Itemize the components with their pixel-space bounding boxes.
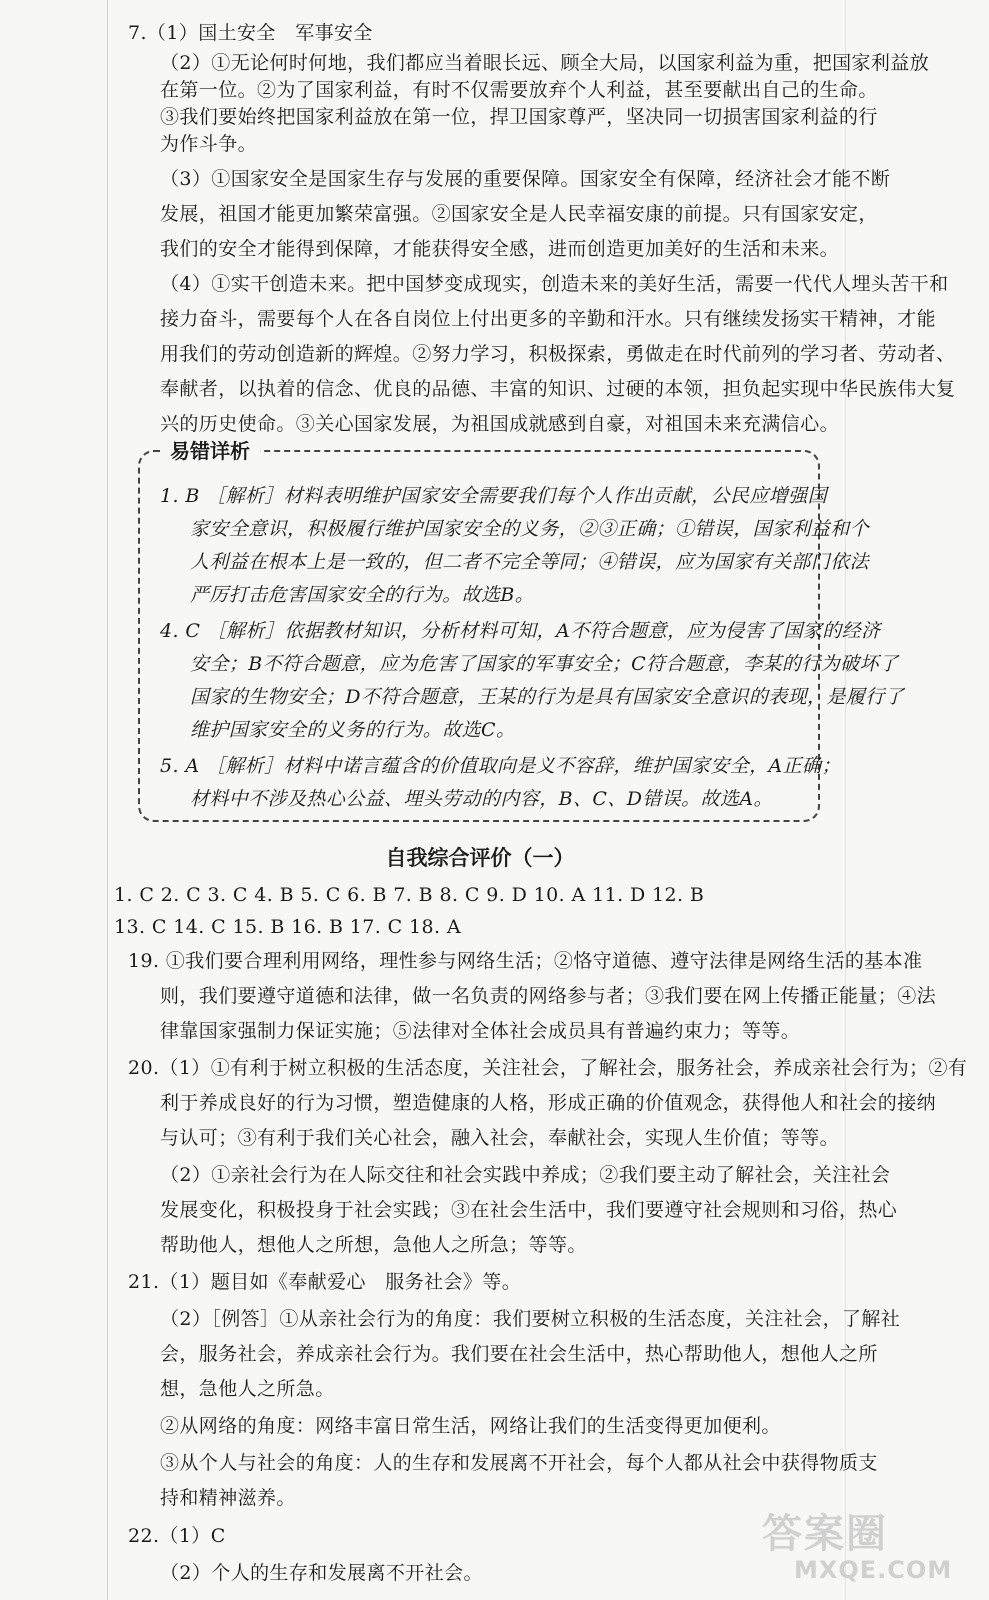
- q7-line-4: ③我们要始终把国家利益放在第一位，捍卫国家尊严，坚决同一切损害国家利益的行: [160, 106, 878, 128]
- q21-line-6: ③从个人与社会的角度：人的生存和发展离不开社会，每个人都从社会中获得物质支: [160, 1452, 878, 1474]
- q20-line-6: 帮助他人，想他人之所想，急他人之所急；等等。: [160, 1234, 587, 1256]
- q21-line-5: ②从网络的角度：网络丰富日常生活，网络让我们的生活变得更加便利。: [160, 1415, 781, 1437]
- q21-line-1: 21.（1）题目如《奉献爱心 服务社会》等。: [128, 1271, 522, 1293]
- site-watermark: [762, 1502, 962, 1592]
- q7-line-12: 奉献者，以执着的信念、优良的品德、丰富的知识、过硬的本领，担负起实现中华民族伟大复: [160, 378, 956, 400]
- error-analysis-title: 易错详析: [160, 437, 260, 465]
- q19-line-2: 则，我们要遵守道德和法律，做一名负责的网络参与者；③我们要在网上传播正能量；④法: [160, 985, 937, 1007]
- q7-line-8: 我们的安全才能得到保障，才能获得安全感，进而创造更加美好的生活和未来。: [160, 238, 840, 260]
- q20-line-5: 发展变化，积极投身于社会实践；③在社会生活中，我们要遵守社会规则和习俗，热心: [160, 1199, 898, 1221]
- q22-line-2: （2）个人的生存和发展离不开社会。: [160, 1562, 483, 1584]
- q7-line-3: 在第一位。②为了国家利益，有时不仅需要放弃个人利益，甚至要献出自己的生命。: [160, 79, 878, 101]
- watermark-logo: 答案圈: [762, 1511, 888, 1557]
- q21-line-4: 想，急他人之所急。: [160, 1378, 335, 1400]
- q7-line-10: 接力奋斗，需要每个人在各自岗位上付出更多的辛勤和汗水。只有继续发扬实干精神，才能: [160, 308, 937, 330]
- analysis-line-10: 材料中不涉及热心公益、埋头劳动的内容，B、C、D错误。故选A。: [190, 788, 773, 810]
- analysis-line-1: 1. B ［解析］材料表明维护国家安全需要我们每个人作出贡献，公民应增强国: [160, 485, 827, 507]
- analysis-line-7: 国家的生物安全；D不符合题意，王某的行为是具有国家安全意识的表现，是履行了: [190, 686, 905, 708]
- analysis-line-2: 家安全意识，积极履行维护国家安全的义务，②③正确；①错误，国家利益和个: [190, 518, 870, 540]
- q20-line-1: 20.（1）①有利于树立积极的生活态度，关注社会，了解社会，服务社会，养成亲社会行为；②有: [128, 1057, 968, 1079]
- q7-line-13: 兴的历史使命。③关心国家发展，为祖国成就感到自豪，对祖国未来充满信心。: [160, 413, 840, 435]
- analysis-line-4: 严厉打击危害国家安全的行为。故选B。: [190, 584, 535, 606]
- q7-line-1: 7.（1）国土安全 军事安全: [128, 22, 373, 44]
- q7-line-5: 为作斗争。: [160, 133, 258, 155]
- q20-line-4: （2）①亲社会行为在人际交往和社会实践中养成；②我们要主动了解社会，关注社会: [160, 1164, 891, 1186]
- q19-line-1: 19. ①我们要合理利用网络，理性参与网络生活；②恪守道德、遵守法律是网络生活的基本准: [128, 950, 923, 972]
- watermark-url: MXQE.COM: [794, 1556, 953, 1584]
- q7-line-7: 发展，祖国才能更加繁荣富强。②国家安全是人民幸福安康的前提。只有国家安定，: [160, 203, 878, 225]
- q7-line-11: 用我们的劳动创造新的辉煌。②努力学习，积极探索，勇做走在时代前列的学习者、劳动者、: [160, 343, 956, 365]
- q19-line-3: 律靠国家强制力保证实施；⑤法律对全体社会成员具有普遍约束力；等等。: [160, 1020, 801, 1042]
- q21-line-2: （2）［例答］①从亲社会行为的角度：我们要树立积极的生活态度，关注社会，了解社: [160, 1308, 901, 1330]
- q21-line-7: 持和精神滋养。: [160, 1487, 296, 1509]
- mc-answers-line-1: 1. C 2. C 3. C 4. B 5. C 6. B 7. B 8. C 9. D 10. A 11. D 12. B: [114, 884, 705, 906]
- section-title: 自我综合评价（一）: [385, 846, 575, 870]
- analysis-line-3: 人利益在根本上是一致的，但二者不完全等同；④错误，应为国家有关部门依法: [190, 551, 870, 573]
- q20-line-2: 利于养成良好的行为习惯，塑造健康的人格，形成正确的价值观念，获得他人和社会的接纳: [160, 1092, 937, 1114]
- analysis-line-8: 维护国家安全的义务的行为。故选C。: [190, 719, 516, 741]
- analysis-line-5: 4. C ［解析］依据教材知识，分析材料可知，A不符合题意，应为侵害了国家的经济: [160, 620, 881, 642]
- q20-line-3: 与认可；③有利于我们关心社会，融入社会，奉献社会，实现人生价值；等等。: [160, 1127, 840, 1149]
- analysis-line-6: 安全；B不符合题意，应为危害了国家的军事安全；C符合题意，李某的行为破坏了: [190, 653, 899, 675]
- binding-margin-line: [107, 0, 108, 1600]
- q7-line-6: （3）①国家安全是国家生存与发展的重要保障。国家安全有保障，经济社会才能不断: [160, 168, 891, 190]
- mc-answers-line-2: 13. C 14. C 15. B 16. B 17. C 18. A: [114, 916, 461, 938]
- q21-line-3: 会，服务社会，养成亲社会行为。我们要在社会生活中，热心帮助他人，想他人之所: [160, 1343, 878, 1365]
- analysis-line-9: 5. A ［解析］材料中诺言蕴含的价值取向是义不容辞，维护国家安全，A正确；: [160, 755, 841, 777]
- q7-line-2: （2）①无论何时何地，我们都应当着眼长远、顾全大局，以国家利益为重，把国家利益放: [160, 52, 930, 74]
- q22-line-1: 22.（1）C: [128, 1525, 226, 1547]
- q7-line-9: （4）①实干创造未来。把中国梦变成现实，创造未来的美好生活，需要一代代人埋头苦干和: [160, 273, 949, 295]
